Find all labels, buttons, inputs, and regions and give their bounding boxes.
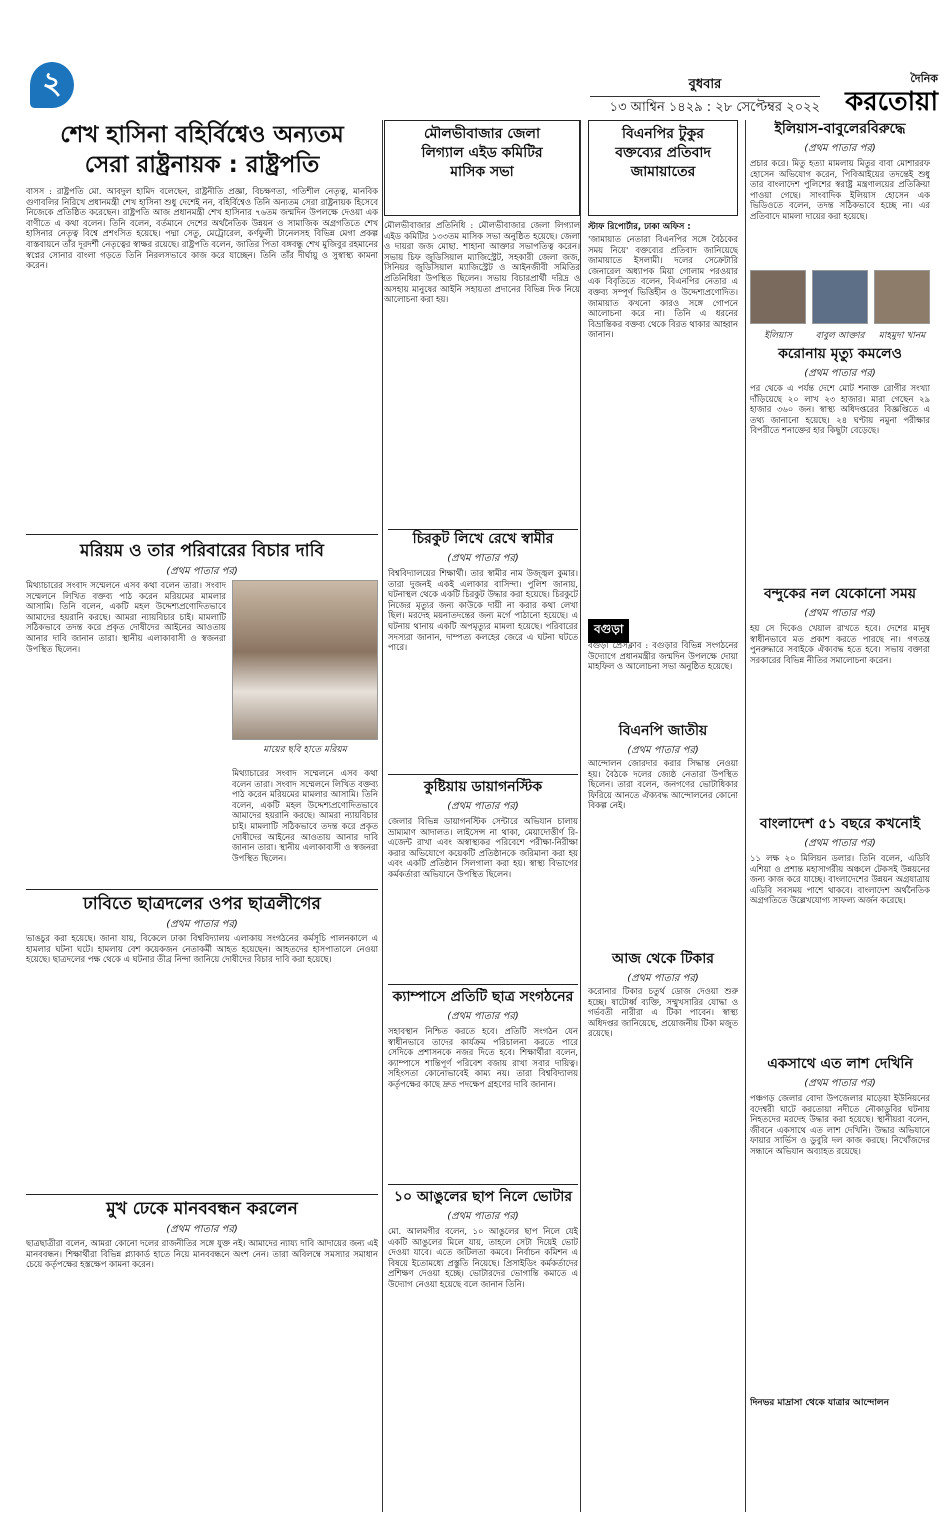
article-bnp-jatiyo-headline: বিএনপি জাতীয় <box>618 723 708 739</box>
article-maryam-body: মিথ্যাচারের সংবাদ সম্মেলনে এসব কথা বলেন তারা। সংবাদ সম্মেলনে লিখিত বক্তব্য পাঠ করেন মরিয়মের মামলার আসামি। তিনি বলেন, একটি মহল উদ্দেশ্যপ্রণোদিতভাবে আমাদের হয়রানি করছে। আমরা ন্যায়বিচার চাই। মামলাটি সঠিকভাবে তদন্ত করে প্রকৃত দোষীদের আইনের আওতায় আনার দাবি জানান তারা। স্থানীয় এলাকাবাসী ও স্বজনরা উপস্থিত ছিলেন। <box>26 580 226 654</box>
logo-big-text: করতোয়া <box>845 87 938 117</box>
article-ekshathe-body: পঞ্চগড় জেলার বোদা উপজেলার মাড়েয়া ইউনিয়নের বদেশ্বরী ঘাটে করতোয়া নদীতে নৌকাডুবির ঘটনায় নিহতদের মরদেহ উদ্ধার করা হয়েছে। স্থানীয়রা বলেন, জীবনে একসাথে এত লাশ দেখিনি। উদ্ধার অভিযানে ফায়ার সার্ভিস ও ডুবুরি দল কাজ করছে। নিখোঁজদের সন্ধানে অভিযান অব্যাহত রয়েছে। <box>750 1093 930 1156</box>
article-tika-tag: (প্রথম পাতার পর) <box>627 973 699 984</box>
article-vote-tag: (প্রথম পাতার পর) <box>447 1211 519 1222</box>
article-ekshathe-tag: (প্রথম পাতার পর) <box>804 1078 876 1089</box>
article-maryam-body-cont: মিথ্যাচারের সংবাদ সম্মেলনে এসব কথা বলেন তারা। সংবাদ সম্মেলনে লিখিত বক্তব্য পাঠ করেন মরিয়মের মামলার আসামি। তিনি বলেন, একটি মহল উদ্দেশ্যপ্রণোদিতভাবে আমাদের হয়রানি করছে। আমরা ন্যায়বিচার চাই। মামলাটি সঠিকভাবে তদন্ত করে প্রকৃত দোষীদের আইনের আওতায় আনার দাবি জানান তারা। স্থানীয় এলাকাবাসী ও স্বজনরা উপস্থিত ছিলেন। <box>232 768 378 863</box>
article-bonduk-body: হয় সে দিকেও খেয়াল রাখতে হবে। দেশের মানুষ স্বাধীনভাবে মত প্রকাশ করতে পারছে না। গণতন্ত্র পুনরুদ্ধারে সবাইকে ঐক্যবদ্ধ হতে হবে। সভায় বক্তারা সরকারের বিভিন্ন নীতির সমালোচনা করেন। <box>750 623 930 665</box>
photo-2 <box>812 270 868 324</box>
article-tika-body: করোনার টিকার চতুর্থ ডোজ দেওয়া শুরু হচ্ছে। ষাটোর্ধ্ব ব্যক্তি, সম্মুখসারির যোদ্ধা ও গর্ভবতী নারীরা এ টিকা পাবেন। স্বাস্থ্য অধিদপ্তর জানিয়েছে, প্রয়োজনীয় টিকা মজুত রয়েছে। <box>588 986 738 1039</box>
article-chirkut-header <box>388 530 578 570</box>
article-hasina-headline-1: শেখ হাসিনা বহির্বিশ্বেও অন্যতম <box>60 122 344 148</box>
article-bnp-tuku-byline: স্টাফ রিপোর্টার, ঢাকা অফিস : <box>588 222 691 232</box>
article-bonduk-headline: বন্দুকের নল যেকোনো সময় <box>763 586 917 602</box>
bogura-body: বগুড়া প্রেসক্লাব : বগুড়ার বিভিন্ন সংগঠনের উদ্যোগে প্রধানমন্ত্রীর জন্মদিন উপলক্ষে দোয়া মাহফিল ও আলোচনা সভা অনুষ্ঠিত হয়েছে। <box>588 640 738 672</box>
article-dhaka-body: ভাঙচুর করা হয়েছে। জানা যায়, বিকেলে ঢাকা বিশ্ববিদ্যালয় এলাকায় সংগঠনের কর্মসূচি পালনকালে এ হামলার ঘটনা ঘটে। হামলায় বেশ কয়েকজন নেতাকর্মী আহত হয়েছেন। আহতদের হাসপাতালে নেওয়া হয়েছে। ছাত্রদলের পক্ষ থেকে এ ঘটনার তীব্র নিন্দা জানিয়ে দোষীদের বিচার দাবি করা হয়েছে। <box>26 933 378 965</box>
article-bd51-headline: বাংলাদেশ ৫১ বছরে কখনোই <box>759 816 921 832</box>
article-bd51-tag: (প্রথম পাতার পর) <box>804 838 876 849</box>
maryam-photo <box>232 580 378 740</box>
photo-caption-1: ইলিয়াস <box>764 331 792 340</box>
article-moulvibazar-headline-1: মৌলভীবাজার জেলা <box>423 126 541 142</box>
article-ekshathe-headline: একসাথে এত লাশ দেখিনি <box>767 1056 913 1072</box>
article-ilias-body: প্রচার করে। মিতু হত্যা মামলায় মিতুর বাবা মোশাররফ হোসেন অভিযোগ করেন, পিবিআইয়ের তদন্তেই শুধু তার বাংলাদেশ পুলিশের স্বরাষ্ট্র মন্ত্রণালয়ের প্রতিক্রিয়া পাওয়া গেছে। সাংবাদিক ইলিয়াস হোসেন এক ভিডিওতে বলেন, তদন্ত সঠিকভাবে হচ্ছে না। এর প্রতিবাদে মামলা দায়ের করা হয়েছে। <box>750 158 930 221</box>
article-ilias-header <box>750 120 930 160</box>
article-chirkut-tag: (প্রথম পাতার পর) <box>447 553 519 564</box>
ilias-photos <box>750 270 930 340</box>
article-bd51-body: ১১ লক্ষ ২০ মিলিয়ন ডলার। তিনি বলেন, এডিবি এশিয়া ও প্রশান্ত মহাসাগরীয় অঞ্চলে টেকসই উন্নয়নের জন্য কাজ করে যাচ্ছে। বাংলাদেশের উন্নয়ন অগ্রযাত্রায় এডিবি সবসময় পাশে থাকবে। বাংলাদেশ অর্থনৈতিক অগ্রগতিতে উল্লেখযোগ্য সাফল্য অর্জন করেছে। <box>750 853 930 906</box>
article-bnp-tuku-headline-3: জামায়াতের <box>630 164 696 180</box>
article-maryam-tag: (প্রথম পাতার পর) <box>166 566 238 577</box>
article-dhaka-tag: (প্রথম পাতার পর) <box>166 919 238 930</box>
logo-small-text: দৈনিক <box>910 72 938 85</box>
article-bd51-header <box>750 815 930 855</box>
article-mukh-body: ছাত্রছাত্রীরা বলেন, আমরা কোনো দলের রাজনীতির সঙ্গে যুক্ত নই। আমাদের ন্যায্য দাবি আদায়ের জন্য এই মানববন্ধন। শিক্ষার্থীরা বিভিন্ন প্ল্যাকার্ড হাতে নিয়ে মানববন্ধনে অংশ নেন। তারা অবিলম্বে সমস্যার সমাধান চেয়ে কর্তৃপক্ষের হস্তক্ষেপ কামনা করেন। <box>26 1238 378 1270</box>
article-mukh-tag: (প্রথম পাতার পর) <box>166 1224 238 1235</box>
article-campus-header <box>388 988 578 1028</box>
article-bonduk-tag: (প্রথম পাতার পর) <box>804 608 876 619</box>
article-bnp-tuku-header <box>588 120 738 216</box>
article-bnp-jatiyo-body: আন্দোলন জোরদার করার সিদ্ধান্ত নেওয়া হয়। বৈঠকে দলের জ্যেষ্ঠ নেতারা উপস্থিত ছিলেন। তারা বলেন, জনগণের ভোটাধিকার ফিরিয়ে আনতে ঐক্যবদ্ধ আন্দোলনের কোনো বিকল্প নেই। <box>588 758 738 811</box>
photo-caption-2: বাবুল আক্তার <box>815 331 865 340</box>
maryam-photo-caption: মায়ের ছবি হাতে মরিয়ম <box>263 745 347 755</box>
article-tika-headline: আজ থেকে টিকার <box>612 951 714 967</box>
article-tika-header <box>588 950 738 990</box>
article-kushtia-tag: (প্রথম পাতার পর) <box>447 801 519 812</box>
article-hasina-headline-2: সেরা রাষ্ট্রনায়ক : রাষ্ট্রপতি <box>84 152 320 178</box>
article-vote-header <box>388 1188 578 1228</box>
dateline <box>590 76 820 117</box>
article-chirkut-headline: চিরকুট লিখে রেখে স্বামীর <box>412 531 554 547</box>
article-corona-body: পর থেকে এ পর্যন্ত দেশে মোট শনাক্ত রোগীর সংখ্যা দাঁড়িয়েছে ২০ লাখ ২৩ হাজার। মারা গেছেন ২৯ হাজার ৩৬০ জন। স্বাস্থ্য অধিদপ্তরের বিজ্ঞপ্তিতে এ তথ্য জানানো হয়েছে। ২৪ ঘণ্টায় নমুনা পরীক্ষার বিপরীতে শনাক্তের হার কিছুটা বেড়েছে। <box>750 383 930 436</box>
article-moulvibazar-headline-3: মাসিক সভা <box>450 164 514 180</box>
article-campus-body: সহাবস্থান নিশ্চিত করতে হবে। প্রতিটি সংগঠন যেন স্বাধীনভাবে তাদের কার্যক্রম পরিচালনা করতে পারে সেদিকে প্রশাসনকে নজর দিতে হবে। শিক্ষার্থীরা বলেন, ক্যাম্পাসে শান্তিপূর্ণ পরিবেশ বজায় রাখা সবার দায়িত্ব। সহিংসতা কোনোভাবেই কাম্য নয়। তারা বিশ্ববিদ্যালয় কর্তৃপক্ষের কাছে দ্রুত পদক্ষেপ গ্রহণের দাবি জানান। <box>388 1026 578 1089</box>
article-vote-body: মো. আলমগীর বলেন, ১০ আঙুলের ছাপ নিলে যেই একটি আঙুলের মিলে যায়, তাহলে সেটা দিয়েই ভোট দেওয়া যাবে। এতে জটিলতা কমবে। নির্বাচন কমিশন এ বিষয়ে ইতোমধ্যে প্রস্তুতি নিয়েছে। প্রিসাইডিং কর্মকর্তাদের প্রশিক্ষণ দেওয়া হচ্ছে। ভোটারদের ভোগান্তি কমাতে এ উদ্যোগ নেওয়া হয়েছে বলে জানান তিনি। <box>388 1226 578 1289</box>
article-mukh-headline: মুখ ঢেকে মানববন্ধন করলেন <box>106 1199 298 1219</box>
article-kushtia-body: জেলার বিভিন্ন ডায়াগনস্টিক সেন্টারে অভিযান চালায় ভ্রাম্যমাণ আদালত। লাইসেন্স না থাকা, মেয়াদোত্তীর্ণ রি-এজেন্ট রাখা এবং অস্বাস্থ্যকর পরিবেশে পরীক্ষা-নিরীক্ষা করার অভিযোগে কয়েকটি প্রতিষ্ঠানকে জরিমানা করা হয় এবং একটি প্রতিষ্ঠান সিলগালা করা হয়। স্বাস্থ্য বিভাগের কর্মকর্তারা অভিযানে উপস্থিত ছিলেন। <box>388 816 578 879</box>
column-divider <box>745 120 746 1512</box>
article-hasina-body: বাসস : রাষ্ট্রপতি মো. আবদুল হামিদ বলেছেন, রাষ্ট্রনীতি প্রজ্ঞা, বিচক্ষণতা, গতিশীল নেতৃত্ব, মানবিক গুণাবলির নিরিখে প্রধানমন্ত্রী শেখ হাসিনা শুধু দেশেই নন, বহির্বিশ্বেও তিনি অন্যতম সেরা রাষ্ট্রনায়ক হিসেবে নিজেকে প্রতিষ্ঠিত করেছেন। রাষ্ট্রপতি আজ প্রধানমন্ত্রী শেখ হাসিনার ৭৬তম জন্মদিন উপলক্ষে দেওয়া এক বাণীতে এ কথা বলেন। তিনি বলেন, বর্তমানে দেশের অর্থনৈতিক উন্নয়ন ও সামাজিক অগ্রগতিতে শেখ হাসিনার নেতৃত্ব বিশ্বে প্রশংসিত হয়েছে। পদ্মা সেতু, মেট্রোরেল, কর্ণফুলী টানেলসহ বিভিন্ন মেগা প্রকল্প বাস্তবায়নে তাঁর দূরদর্শী নেতৃত্বের স্বাক্ষর রয়েছে। রাষ্ট্রপতি বলেন, জাতির পিতা বঙ্গবন্ধু শেখ মুজিবুর রহমানের স্বপ্নের সোনার বাংলা গড়তে তিনি নিরলসভাবে কাজ করে যাচ্ছেন। তিনি তাঁর দীর্ঘায়ু ও সুস্বাস্থ্য কামনা করেন। <box>26 186 378 271</box>
article-dhaka-header <box>26 893 378 933</box>
date-label: ১৩ আশ্বিন ১৪২৯ : ২৮ সেপ্টেম্বর ২০২২ <box>609 100 820 115</box>
article-ekshathe-header <box>750 1055 930 1095</box>
photo-caption-3: মাহমুদা খানম <box>878 331 926 340</box>
article-chirkut-body: বিশ্ববিদ্যালয়ের শিক্ষার্থী। তার স্বামীর নাম উজ্জ্বল কুমার। তারা দুজনই একই এলাকার বাসিন্দা। পুলিশ জানায়, ঘটনাস্থল থেকে একটি চিরকুট উদ্ধার করা হয়েছে। চিরকুটে নিজের মৃত্যুর জন্য কাউকে দায়ী না করার কথা লেখা ছিল। মরদেহ ময়নাতদন্তের জন্য মর্গে পাঠানো হয়েছে। এ ঘটনায় থানায় একটি অপমৃত্যুর মামলা হয়েছে। পরিবারের সদস্যরা জানান, দাম্পত্য কলহের জেরে এ ঘটনা ঘটতে পারে। <box>388 568 578 653</box>
article-moulvibazar-body: মৌলভীবাজার প্রতিনিধি : মৌলভীবাজার জেলা লিগ্যাল এইড কমিটির ১৩৩তম মাসিক সভা অনুষ্ঠিত হয়েছে। জেলা ও দায়রা জজ মোছা. শাহানা আক্তার সভাপতিত্ব করেন। সভায় চিফ জুডিসিয়াল ম্যাজিস্ট্রেট, সহকারী জেলা জজ, সিনিয়র জুডিসিয়াল ম্যাজিস্ট্রেট ও আইনজীবী সমিতির প্রতিনিধিরা উপস্থিত ছিলেন। সভায় বিচারপ্রার্থী দরিদ্র ও অসহায় মানুষের আইনি সহায়তা প্রদানের বিভিন্ন দিক নিয়ে আলোচনা করা হয়। <box>384 220 580 305</box>
article-campus-headline: ক্যাম্পাসে প্রতিটি ছাত্র সংগঠনের <box>392 989 574 1005</box>
newspaper-logo <box>828 70 938 117</box>
article-campus-tag: (প্রথম পাতার পর) <box>447 1011 519 1022</box>
article-ilias-headline: ইলিয়াস-বাবুলেরবিরুদ্ধে <box>774 121 906 137</box>
column-divider <box>382 120 383 1512</box>
article-maryam-headline: মরিয়ম ও তার পরিবারের বিচার দাবি <box>80 541 324 561</box>
article-corona-headline: করোনায় মৃত্যু কমলেও <box>778 346 902 362</box>
article-bnp-tuku-headline-1: বিএনপির টুকুর <box>621 126 704 142</box>
photo-3 <box>874 270 930 324</box>
column-divider <box>580 120 581 1512</box>
article-corona-tag: (প্রথম পাতার পর) <box>804 368 876 379</box>
article-moulvibazar-headline-2: লিগ্যাল এইড কমিটির <box>421 145 543 161</box>
masthead <box>0 0 945 117</box>
photo-1 <box>750 270 806 324</box>
dateline-rule <box>590 96 820 97</box>
article-bnp-jatiyo-tag: (প্রথম পাতার পর) <box>627 745 699 756</box>
article-corona-header <box>750 345 930 385</box>
article-mukh-header <box>26 1198 378 1238</box>
article-moulvibazar-header <box>384 120 580 216</box>
article-vote-headline: ১০ আঙুলের ছাপ নিলে ভোটার <box>393 1189 573 1205</box>
article-bnp-tuku-headline-2: বক্তব্যের প্রতিবাদ <box>615 145 711 161</box>
day-label: বুধবার <box>688 77 722 92</box>
article-bnp-jatiyo-header <box>588 722 738 762</box>
bogura-section-tag: বগুড়া <box>588 619 629 643</box>
article-dhaka-headline: ঢাবিতে ছাত্রদলের ওপর ছাত্রলীগের <box>83 894 321 914</box>
article-kushtia-header <box>388 778 578 818</box>
article-kushtia-headline: কুষ্টিয়ায় ডায়াগনস্টিক <box>423 779 543 795</box>
article-ekshathe-note: দিনভর মাদ্রাসা থেকে যাত্রার আন্দোলন <box>750 1398 890 1408</box>
page-number-badge: ২ <box>30 62 74 108</box>
article-bnp-tuku-body: 'জামায়াত নেতারা বিএনপির সঙ্গে বৈঠকের সময় নিয়ে' বক্তব্যের প্রতিবাদ জানিয়েছে জামায়াতে ইসলামী। দলের সেক্রেটারি জেনারেল অধ্যাপক মিয়া গোলাম পরওয়ার এক বিবৃতিতে বলেন, বিএনপির নেতার এ বক্তব্য সম্পূর্ণ ভিত্তিহীন ও উদ্দেশ্যপ্রণোদিত। জামায়াত কখনো কারও সঙ্গে গোপনে আলোচনা করে না। তিনি এ ধরনের বিভ্রান্তিকর বক্তব্য থেকে বিরত থাকার আহ্বান জানান। <box>588 234 738 340</box>
maryam-photo-block <box>232 580 378 760</box>
article-ilias-tag: (প্রথম পাতার পর) <box>804 143 876 154</box>
article-bonduk-header <box>750 585 930 625</box>
